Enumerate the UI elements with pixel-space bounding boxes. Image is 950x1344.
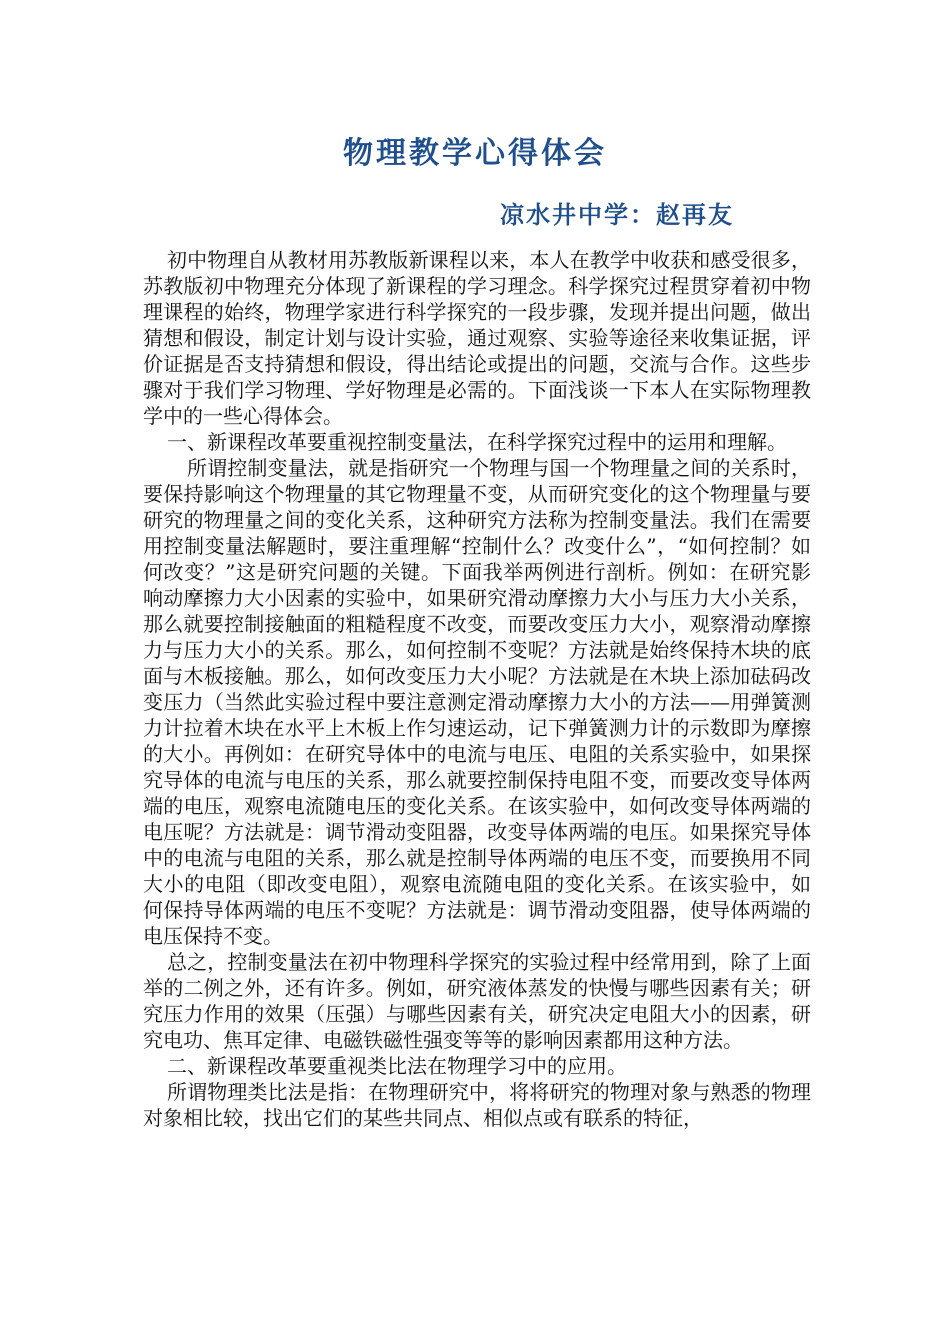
paragraph-analogy: 所谓物理类比法是指：在物理研究中，将将研究的物理对象与熟悉的物理对象相比较，找出它们的某些共同点、相似点或有联系的特征，: [143, 1080, 811, 1130]
section-heading-1: 一、新课程改革要重视控制变量法，在科学探究过程中的运用和理解。: [167, 430, 787, 454]
document-title: 物理教学心得体会: [343, 136, 607, 171]
document-body: [143, 247, 811, 1131]
paragraph-control-variable: 所谓控制变量法，就是指研究一个物理与国一个物理量之间的关系时，要保持影响这个物理量的其它物理量不变，从而研究变化的这个物理量与要研究的物理量之间的变化关系，这种研究方法称为控制变量法。我们在需要用控制变量法解题时，要注重理解“控制什么？改变什么”，“如何控制？如何改变？”这是研究问题的关键。下面我举两例进行剖析。例如：在研究影响动摩擦力大小因素的实验中，如果研究滑动摩擦力大小与压力大小关系，那么就要控制接触面的粗糙程度不改变，而要改变压力大小，观察滑动摩擦力与压力大小的关系。那么，如何控制不变呢？方法就是始终保持木块的底面与木板接触。那么，如何改变压力大小呢？方法就是在木块上添加砝码改变压力（当然此实验过程中要注意测定滑动摩擦力大小的方法——用弹簧测力计拉着木块在水平上木板上作匀速运动，记下弹簧测力计的示数即为摩擦的大小。再例如：在研究导体中的电流与电压、电阻的关系实验中，如果探究导体的电流与电压的关系，那么就要控制保持电阻不变，而要改变导体两端的电压，观察电流随电压的变化关系。在该实验中，如何改变导体两端的电压呢？方法就是：调节滑动变阻器，改变导体两端的电压。如果探究导体中的电流与电阻的关系，那么就是控制导体两端的电压不变，而要换用不同大小的电阻（即改变电阻），观察电流随电阻的变化关系。在该实验中，如何保持导体两端的电压不变呢？方法就是：调节滑动变阻器，使导体两端的电压保持不变。: [143, 456, 811, 948]
section-heading-2: 二、新课程改革要重视类比法在物理学习中的应用。: [167, 1054, 627, 1078]
paragraph-summary: 总之，控制变量法在初中物理科学探究的实验过程中经常用到，除了上面举的二例之外，还有许多。例如，研究液体蒸发的快慢与哪些因素有关；研究压力作用的效果（压强）与哪些因素有关，研究决定电阻大小的因素，研究电功、焦耳定律、电磁铁磁性强变等等的影响因素都用这种方法。: [143, 950, 811, 1052]
paragraph-intro: 初中物理自从教材用苏教版新课程以来，本人在教学中收获和感受很多，苏教版初中物理充分体现了新课程的学习理念。科学探究过程贯穿着初中物理课程的始终，物理学家进行科学探究的一段步骤，发现并提出问题，做出猜想和假设，制定计划与设计实验，通过观察、实验等途径来收集证据，评价证据是否支持猜想和假设，得出结论或提出的问题，交流与合作。这些步骤对于我们学习物理、学好物理是必需的。下面浅谈一下本人在实际物理教学中的一些心得体会。: [143, 248, 811, 428]
author-byline: 凉水井中学：赵再友: [500, 200, 734, 229]
